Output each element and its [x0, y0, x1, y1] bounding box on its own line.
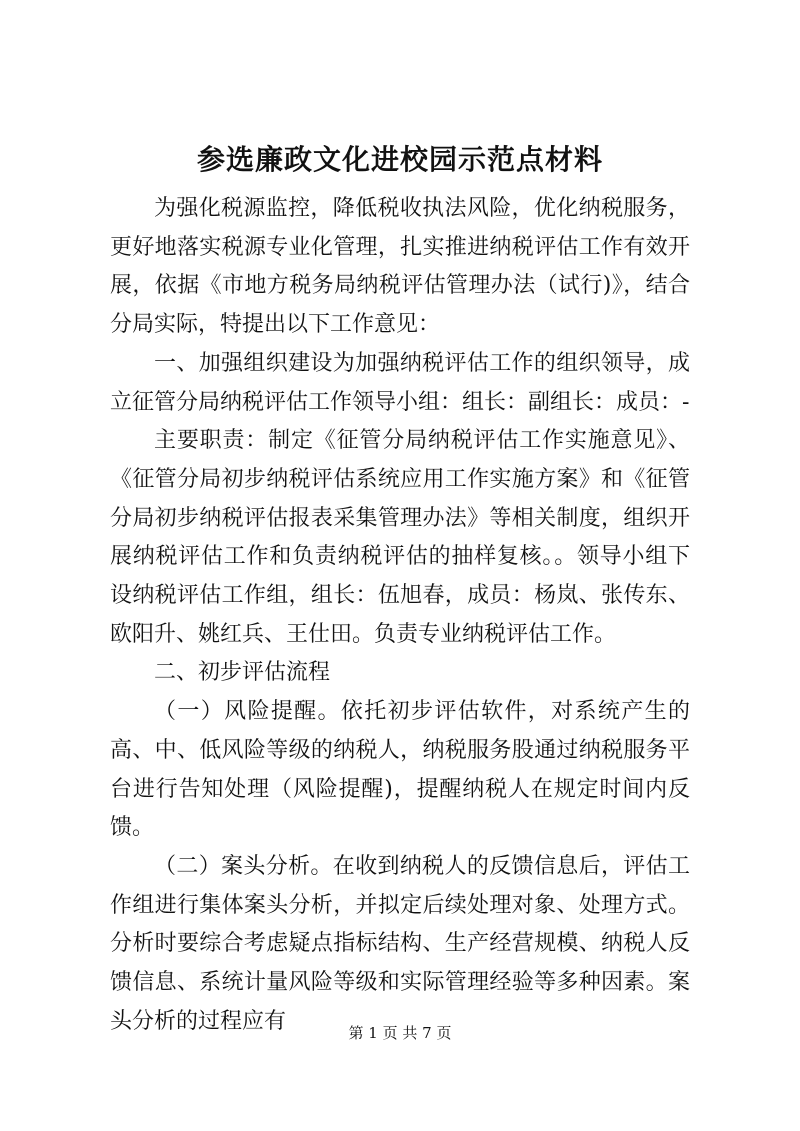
page-footer: 第 1 页 共 7 页: [348, 1024, 452, 1042]
paragraph-intro: 为强化税源监控，降低税收执法风险，优化纳税服务，更好地落实税源专业化管理，扎实推进纳税评估工作有效开展，依据《市地方税务局纳税评估管理办法（试行)》，结合分局实际，特提出以下工作意见：: [110, 196, 690, 338]
paragraph-section-heading: 二、初步评估流程: [154, 660, 331, 686]
document-body: [110, 190, 690, 1041]
paragraph-risk-reminder: （一）风险提醒。依托初步评估软件，对系统产生的高、中、低风险等级的纳税人，纳税服务股通过纳税服务平台进行告知处理（风险提醒)，提醒纳税人在规定时间内反馈。: [110, 699, 690, 841]
paragraph-responsibilities: 主要职责：制定《征管分局纳税评估工作实施意见》、《征管分局初步纳税评估系统应用工作实施方案》和《征管分局初步纳税评估报表采集管理办法》等相关制度，组织开展纳税评估工作和负责纳税评估的抽样复核。。领导小组下设纳税评估工作组，组长：伍旭春，成员：杨岚、张传东、欧阳升、姚红兵、王仕田。负责专业纳税评估工作。: [110, 428, 690, 647]
paragraph-organization: 一、加强组织建设为加强纳税评估工作的组织领导，成立征管分局纳税评估工作领导小组：组长：副组长：成员：-: [110, 350, 690, 415]
document-title: 参选廉政文化进校园示范点材料: [196, 143, 603, 176]
paragraph-desk-analysis: （二）案头分析。在收到纳税人的反馈信息后，评估工作组进行集体案头分析，并拟定后续处理对象、处理方式。分析时要综合考虑疑点指标结构、生产经营规模、纳税人反馈信息、系统计量风险等级和实际管理经验等多种因素。案头分析的过程应有: [110, 853, 690, 1034]
